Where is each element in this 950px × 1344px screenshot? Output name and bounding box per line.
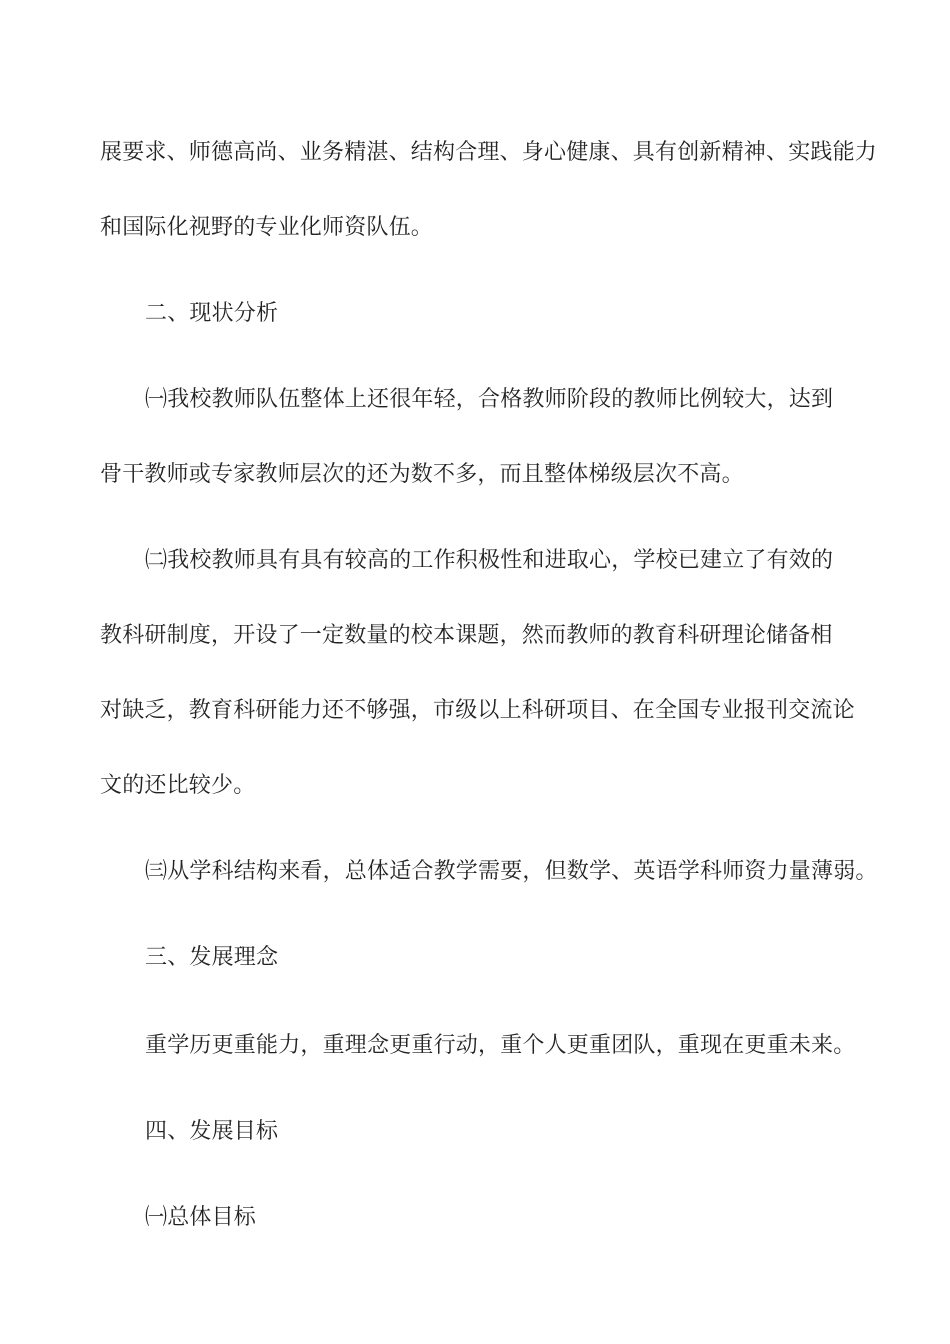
paragraph-line: 重学历更重能力，重理念更重行动，重个人更重团队，重现在更重未来。 [145,1033,856,1058]
paragraph-line: ㈢从学科结构来看，总体适合教学需要，但数学、英语学科师资力量薄弱。 [145,859,878,884]
paragraph-line: 展要求、师德高尚、业务精湛、结构合理、身心健康、具有创新精神、实践能力 [100,140,878,165]
paragraph-line: 骨干教师或专家教师层次的还为数不多，而且整体梯级层次不高。 [100,462,744,487]
section-heading-development-goals: 四、发展目标 [145,1119,279,1144]
subsection-heading-overall-goal: ㈠总体目标 [145,1205,257,1230]
paragraph-line: 对缺乏，教育科研能力还不够强，市级以上科研项目、在全国专业报刊交流论 [100,698,855,723]
paragraph-line: ㈡我校教师具有具有较高的工作积极性和进取心，学校已建立了有效的 [145,548,834,573]
section-heading-status-analysis: 二、现状分析 [145,301,279,326]
paragraph-line: 文的还比较少。 [100,773,256,798]
section-heading-development-concept: 三、发展理念 [145,945,279,970]
paragraph-line: ㈠我校教师队伍整体上还很年轻，合格教师阶段的教师比例较大，达到 [145,387,834,412]
paragraph-line: 和国际化视野的专业化师资队伍。 [100,215,434,240]
paragraph-line: 教科研制度，开设了一定数量的校本课题，然而教师的教育科研理论储备相 [100,623,833,648]
